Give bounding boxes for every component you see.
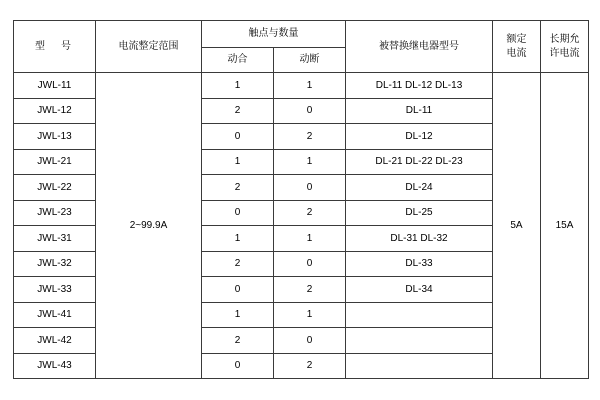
header-long-term-current <box>541 21 589 73</box>
cell-contacts-close: 0 <box>202 124 274 150</box>
cell-contacts-open: 0 <box>274 175 346 201</box>
cell-model: JWL-31 <box>14 226 96 252</box>
cell-replaced-model: DL-34 <box>346 277 493 303</box>
cell-replaced-model <box>346 302 493 328</box>
cell-contacts-close: 1 <box>202 149 274 175</box>
cell-contacts-open: 2 <box>274 353 346 379</box>
header-contacts-close: 动合 <box>202 48 274 73</box>
cell-contacts-close: 0 <box>202 353 274 379</box>
cell-contacts-open: 0 <box>274 98 346 124</box>
cell-contacts-open: 0 <box>274 328 346 354</box>
cell-replaced-model: DL-11 DL-12 DL-13 <box>346 73 493 99</box>
cell-replaced-model: DL-12 <box>346 124 493 150</box>
cell-contacts-open: 1 <box>274 149 346 175</box>
cell-model: JWL-22 <box>14 175 96 201</box>
relay-specification-table <box>13 20 589 379</box>
header-contacts-group: 触点与数量 <box>202 21 346 48</box>
cell-contacts-open: 0 <box>274 251 346 277</box>
header-long-term-line1: 长期允 <box>549 34 580 45</box>
cell-model: JWL-41 <box>14 302 96 328</box>
cell-model: JWL-12 <box>14 98 96 124</box>
header-long-term-line2: 许电流 <box>549 47 580 59</box>
cell-contacts-close: 2 <box>202 98 274 124</box>
cell-contacts-close: 0 <box>202 277 274 303</box>
header-rated-current <box>493 21 541 73</box>
cell-contacts-open: 1 <box>274 73 346 99</box>
header-current-range: 电流整定范围 <box>96 21 202 73</box>
cell-contacts-close: 1 <box>202 73 274 99</box>
header-rated-current-line1: 额定 <box>506 34 527 45</box>
cell-replaced-model: DL-31 DL-32 <box>346 226 493 252</box>
cell-replaced-model <box>346 353 493 379</box>
cell-replaced-model <box>346 328 493 354</box>
cell-replaced-model: DL-24 <box>346 175 493 201</box>
header-contacts-open: 动断 <box>274 48 346 73</box>
cell-replaced-model: DL-33 <box>346 251 493 277</box>
header-replaced-model: 被替换继电器型号 <box>346 21 493 73</box>
header-model: 型 号 <box>14 21 96 73</box>
cell-contacts-close: 0 <box>202 200 274 226</box>
cell-replaced-model: DL-21 DL-22 DL-23 <box>346 149 493 175</box>
cell-contacts-open: 1 <box>274 302 346 328</box>
cell-model: JWL-23 <box>14 200 96 226</box>
cell-replaced-model: DL-25 <box>346 200 493 226</box>
cell-contacts-close: 1 <box>202 302 274 328</box>
cell-contacts-close: 1 <box>202 226 274 252</box>
cell-model: JWL-33 <box>14 277 96 303</box>
cell-contacts-close: 2 <box>202 175 274 201</box>
cell-model: JWL-21 <box>14 149 96 175</box>
cell-rated-current: 5A <box>493 73 541 379</box>
table-header-row-1 <box>14 21 589 48</box>
cell-model: JWL-42 <box>14 328 96 354</box>
cell-replaced-model: DL-11 <box>346 98 493 124</box>
cell-contacts-close: 2 <box>202 328 274 354</box>
table-row <box>14 73 589 99</box>
cell-contacts-open: 2 <box>274 200 346 226</box>
cell-long-term-current: 15A <box>541 73 589 379</box>
cell-model: JWL-11 <box>14 73 96 99</box>
cell-contacts-close: 2 <box>202 251 274 277</box>
header-rated-current-line2: 电流 <box>506 47 527 59</box>
cell-contacts-open: 2 <box>274 124 346 150</box>
cell-current-range: 2~99.9A <box>96 73 202 379</box>
cell-model: JWL-13 <box>14 124 96 150</box>
cell-contacts-open: 1 <box>274 226 346 252</box>
cell-model: JWL-43 <box>14 353 96 379</box>
cell-contacts-open: 2 <box>274 277 346 303</box>
cell-model: JWL-32 <box>14 251 96 277</box>
